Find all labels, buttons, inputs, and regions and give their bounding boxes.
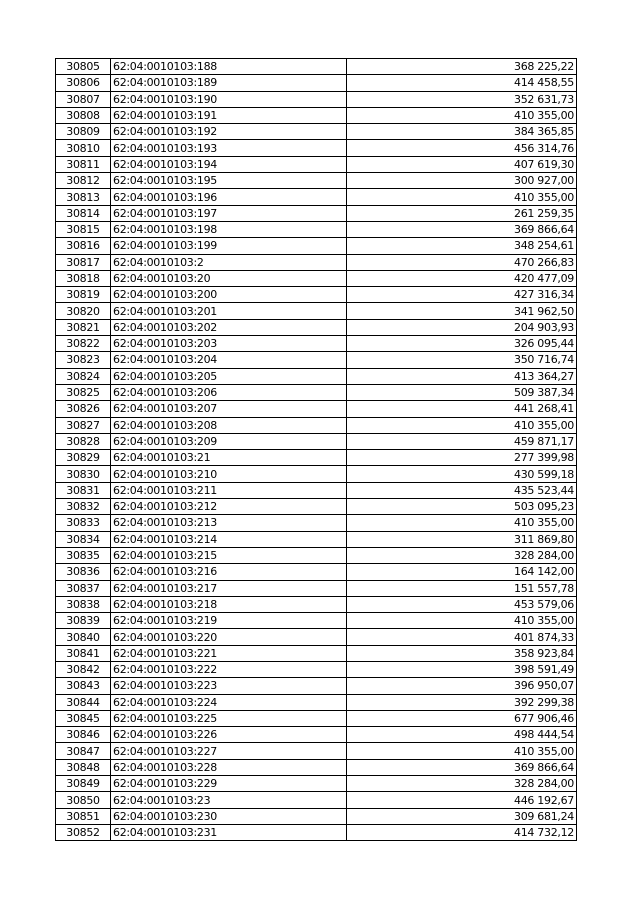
cadastral-number: 62:04:0010103:222	[111, 661, 347, 677]
cadastral-number: 62:04:0010103:21	[111, 450, 347, 466]
cadastral-number: 62:04:0010103:216	[111, 564, 347, 580]
table-row	[56, 531, 577, 547]
cadastral-value-table	[55, 58, 577, 841]
cadastral-number: 62:04:0010103:2	[111, 254, 347, 270]
cadastral-number: 62:04:0010103:205	[111, 368, 347, 384]
row-number: 30808	[56, 107, 111, 123]
cadastral-value: 311 869,80	[347, 531, 577, 547]
row-number: 30838	[56, 596, 111, 612]
cadastral-number: 62:04:0010103:217	[111, 580, 347, 596]
table-row	[56, 824, 577, 840]
cadastral-value: 677 906,46	[347, 710, 577, 726]
cadastral-number: 62:04:0010103:199	[111, 238, 347, 254]
row-number: 30817	[56, 254, 111, 270]
row-number: 30828	[56, 433, 111, 449]
cadastral-value: 350 716,74	[347, 352, 577, 368]
cadastral-number: 62:04:0010103:207	[111, 401, 347, 417]
row-number: 30846	[56, 727, 111, 743]
row-number: 30827	[56, 417, 111, 433]
cadastral-number: 62:04:0010103:228	[111, 759, 347, 775]
cadastral-number: 62:04:0010103:188	[111, 59, 347, 75]
table-row	[56, 776, 577, 792]
cadastral-value: 509 387,34	[347, 384, 577, 400]
row-number: 30844	[56, 694, 111, 710]
cadastral-value: 413 364,27	[347, 368, 577, 384]
row-number: 30814	[56, 205, 111, 221]
row-number: 30822	[56, 336, 111, 352]
table-row	[56, 270, 577, 286]
table-row	[56, 303, 577, 319]
cadastral-number: 62:04:0010103:220	[111, 629, 347, 645]
row-number: 30835	[56, 547, 111, 563]
cadastral-value: 410 355,00	[347, 613, 577, 629]
cadastral-number: 62:04:0010103:214	[111, 531, 347, 547]
cadastral-value: 470 266,83	[347, 254, 577, 270]
row-number: 30842	[56, 661, 111, 677]
cadastral-number: 62:04:0010103:20	[111, 270, 347, 286]
cadastral-number: 62:04:0010103:210	[111, 466, 347, 482]
cadastral-value: 459 871,17	[347, 433, 577, 449]
cadastral-value: 441 268,41	[347, 401, 577, 417]
cadastral-number: 62:04:0010103:190	[111, 91, 347, 107]
cadastral-value: 326 095,44	[347, 336, 577, 352]
cadastral-value: 328 284,00	[347, 776, 577, 792]
cadastral-value: 398 591,49	[347, 661, 577, 677]
cadastral-number: 62:04:0010103:198	[111, 221, 347, 237]
cadastral-number: 62:04:0010103:231	[111, 824, 347, 840]
row-number: 30824	[56, 368, 111, 384]
table-row	[56, 759, 577, 775]
row-number: 30847	[56, 743, 111, 759]
cadastral-value: 427 316,34	[347, 287, 577, 303]
cadastral-number: 62:04:0010103:23	[111, 792, 347, 808]
row-number: 30811	[56, 156, 111, 172]
cadastral-number: 62:04:0010103:196	[111, 189, 347, 205]
table-row	[56, 710, 577, 726]
table-row	[56, 629, 577, 645]
cadastral-value: 407 619,30	[347, 156, 577, 172]
table-row	[56, 336, 577, 352]
cadastral-value: 420 477,09	[347, 270, 577, 286]
cadastral-value: 328 284,00	[347, 547, 577, 563]
table-row	[56, 499, 577, 515]
cadastral-number: 62:04:0010103:192	[111, 124, 347, 140]
table-row	[56, 107, 577, 123]
cadastral-value: 352 631,73	[347, 91, 577, 107]
table-row	[56, 792, 577, 808]
cadastral-value: 369 866,64	[347, 221, 577, 237]
cadastral-value: 453 579,06	[347, 596, 577, 612]
row-number: 30841	[56, 645, 111, 661]
table-row	[56, 743, 577, 759]
table-row	[56, 727, 577, 743]
table-row	[56, 352, 577, 368]
cadastral-number: 62:04:0010103:215	[111, 547, 347, 563]
row-number: 30807	[56, 91, 111, 107]
table-row	[56, 238, 577, 254]
row-number: 30825	[56, 384, 111, 400]
cadastral-value: 503 095,23	[347, 499, 577, 515]
row-number: 30819	[56, 287, 111, 303]
cadastral-number: 62:04:0010103:208	[111, 417, 347, 433]
cadastral-value: 151 557,78	[347, 580, 577, 596]
table-row	[56, 417, 577, 433]
cadastral-number: 62:04:0010103:197	[111, 205, 347, 221]
row-number: 30836	[56, 564, 111, 580]
cadastral-value: 309 681,24	[347, 808, 577, 824]
row-number: 30823	[56, 352, 111, 368]
row-number: 30818	[56, 270, 111, 286]
cadastral-value: 456 314,76	[347, 140, 577, 156]
cadastral-number: 62:04:0010103:201	[111, 303, 347, 319]
table-row	[56, 140, 577, 156]
row-number: 30843	[56, 678, 111, 694]
cadastral-number: 62:04:0010103:225	[111, 710, 347, 726]
cadastral-value: 384 365,85	[347, 124, 577, 140]
table-row	[56, 482, 577, 498]
cadastral-number: 62:04:0010103:230	[111, 808, 347, 824]
cadastral-number: 62:04:0010103:203	[111, 336, 347, 352]
cadastral-value: 261 259,35	[347, 205, 577, 221]
table-row	[56, 547, 577, 563]
table-row	[56, 173, 577, 189]
row-number: 30850	[56, 792, 111, 808]
cadastral-number: 62:04:0010103:227	[111, 743, 347, 759]
row-number: 30833	[56, 515, 111, 531]
cadastral-value: 401 874,33	[347, 629, 577, 645]
table-row	[56, 59, 577, 75]
cadastral-value: 392 299,38	[347, 694, 577, 710]
cadastral-number: 62:04:0010103:200	[111, 287, 347, 303]
row-number: 30810	[56, 140, 111, 156]
table-row	[56, 661, 577, 677]
row-number: 30839	[56, 613, 111, 629]
cadastral-value: 410 355,00	[347, 515, 577, 531]
cadastral-value: 410 355,00	[347, 189, 577, 205]
table-row	[56, 368, 577, 384]
table-row	[56, 384, 577, 400]
table-row	[56, 189, 577, 205]
cadastral-value: 430 599,18	[347, 466, 577, 482]
row-number: 30821	[56, 319, 111, 335]
cadastral-number: 62:04:0010103:206	[111, 384, 347, 400]
cadastral-number: 62:04:0010103:223	[111, 678, 347, 694]
table-row	[56, 515, 577, 531]
row-number: 30830	[56, 466, 111, 482]
cadastral-number: 62:04:0010103:195	[111, 173, 347, 189]
row-number: 30820	[56, 303, 111, 319]
row-number: 30816	[56, 238, 111, 254]
register-sheet	[55, 58, 577, 841]
table-row	[56, 808, 577, 824]
cadastral-value: 410 355,00	[347, 417, 577, 433]
row-number: 30806	[56, 75, 111, 91]
cadastral-value: 396 950,07	[347, 678, 577, 694]
table-row	[56, 678, 577, 694]
cadastral-value: 414 732,12	[347, 824, 577, 840]
cadastral-number: 62:04:0010103:221	[111, 645, 347, 661]
table-row	[56, 401, 577, 417]
row-number: 30809	[56, 124, 111, 140]
table-row	[56, 466, 577, 482]
table-row	[56, 205, 577, 221]
table-row	[56, 580, 577, 596]
table-row	[56, 564, 577, 580]
cadastral-value: 300 927,00	[347, 173, 577, 189]
cadastral-value: 204 903,93	[347, 319, 577, 335]
row-number: 30849	[56, 776, 111, 792]
cadastral-number: 62:04:0010103:218	[111, 596, 347, 612]
cadastral-number: 62:04:0010103:226	[111, 727, 347, 743]
cadastral-value: 277 399,98	[347, 450, 577, 466]
table-row	[56, 450, 577, 466]
table-row	[56, 694, 577, 710]
cadastral-number: 62:04:0010103:212	[111, 499, 347, 515]
row-number: 30848	[56, 759, 111, 775]
cadastral-value: 498 444,54	[347, 727, 577, 743]
cadastral-number: 62:04:0010103:202	[111, 319, 347, 335]
cadastral-value: 369 866,64	[347, 759, 577, 775]
table-row	[56, 124, 577, 140]
table-row	[56, 433, 577, 449]
row-number: 30837	[56, 580, 111, 596]
table-row	[56, 319, 577, 335]
row-number: 30826	[56, 401, 111, 417]
row-number: 30805	[56, 59, 111, 75]
cadastral-value: 410 355,00	[347, 743, 577, 759]
cadastral-number: 62:04:0010103:224	[111, 694, 347, 710]
cadastral-value: 358 923,84	[347, 645, 577, 661]
cadastral-number: 62:04:0010103:209	[111, 433, 347, 449]
row-number: 30812	[56, 173, 111, 189]
cadastral-number: 62:04:0010103:211	[111, 482, 347, 498]
table-row	[56, 645, 577, 661]
cadastral-value: 410 355,00	[347, 107, 577, 123]
row-number: 30834	[56, 531, 111, 547]
row-number: 30832	[56, 499, 111, 515]
cadastral-value: 414 458,55	[347, 75, 577, 91]
row-number: 30840	[56, 629, 111, 645]
row-number: 30813	[56, 189, 111, 205]
cadastral-value: 435 523,44	[347, 482, 577, 498]
cadastral-value: 341 962,50	[347, 303, 577, 319]
row-number: 30831	[56, 482, 111, 498]
cadastral-number: 62:04:0010103:219	[111, 613, 347, 629]
cadastral-number: 62:04:0010103:193	[111, 140, 347, 156]
row-number: 30829	[56, 450, 111, 466]
cadastral-value: 348 254,61	[347, 238, 577, 254]
table-row	[56, 287, 577, 303]
row-number: 30852	[56, 824, 111, 840]
cadastral-number: 62:04:0010103:204	[111, 352, 347, 368]
row-number: 30851	[56, 808, 111, 824]
table-row	[56, 221, 577, 237]
row-number: 30815	[56, 221, 111, 237]
cadastral-number: 62:04:0010103:194	[111, 156, 347, 172]
cadastral-number: 62:04:0010103:191	[111, 107, 347, 123]
table-row	[56, 91, 577, 107]
cadastral-number: 62:04:0010103:189	[111, 75, 347, 91]
cadastral-number: 62:04:0010103:213	[111, 515, 347, 531]
table-row	[56, 613, 577, 629]
table-body	[56, 59, 577, 841]
row-number: 30845	[56, 710, 111, 726]
cadastral-value: 164 142,00	[347, 564, 577, 580]
table-row	[56, 596, 577, 612]
table-row	[56, 75, 577, 91]
cadastral-value: 368 225,22	[347, 59, 577, 75]
cadastral-value: 446 192,67	[347, 792, 577, 808]
table-row	[56, 156, 577, 172]
table-row	[56, 254, 577, 270]
cadastral-number: 62:04:0010103:229	[111, 776, 347, 792]
